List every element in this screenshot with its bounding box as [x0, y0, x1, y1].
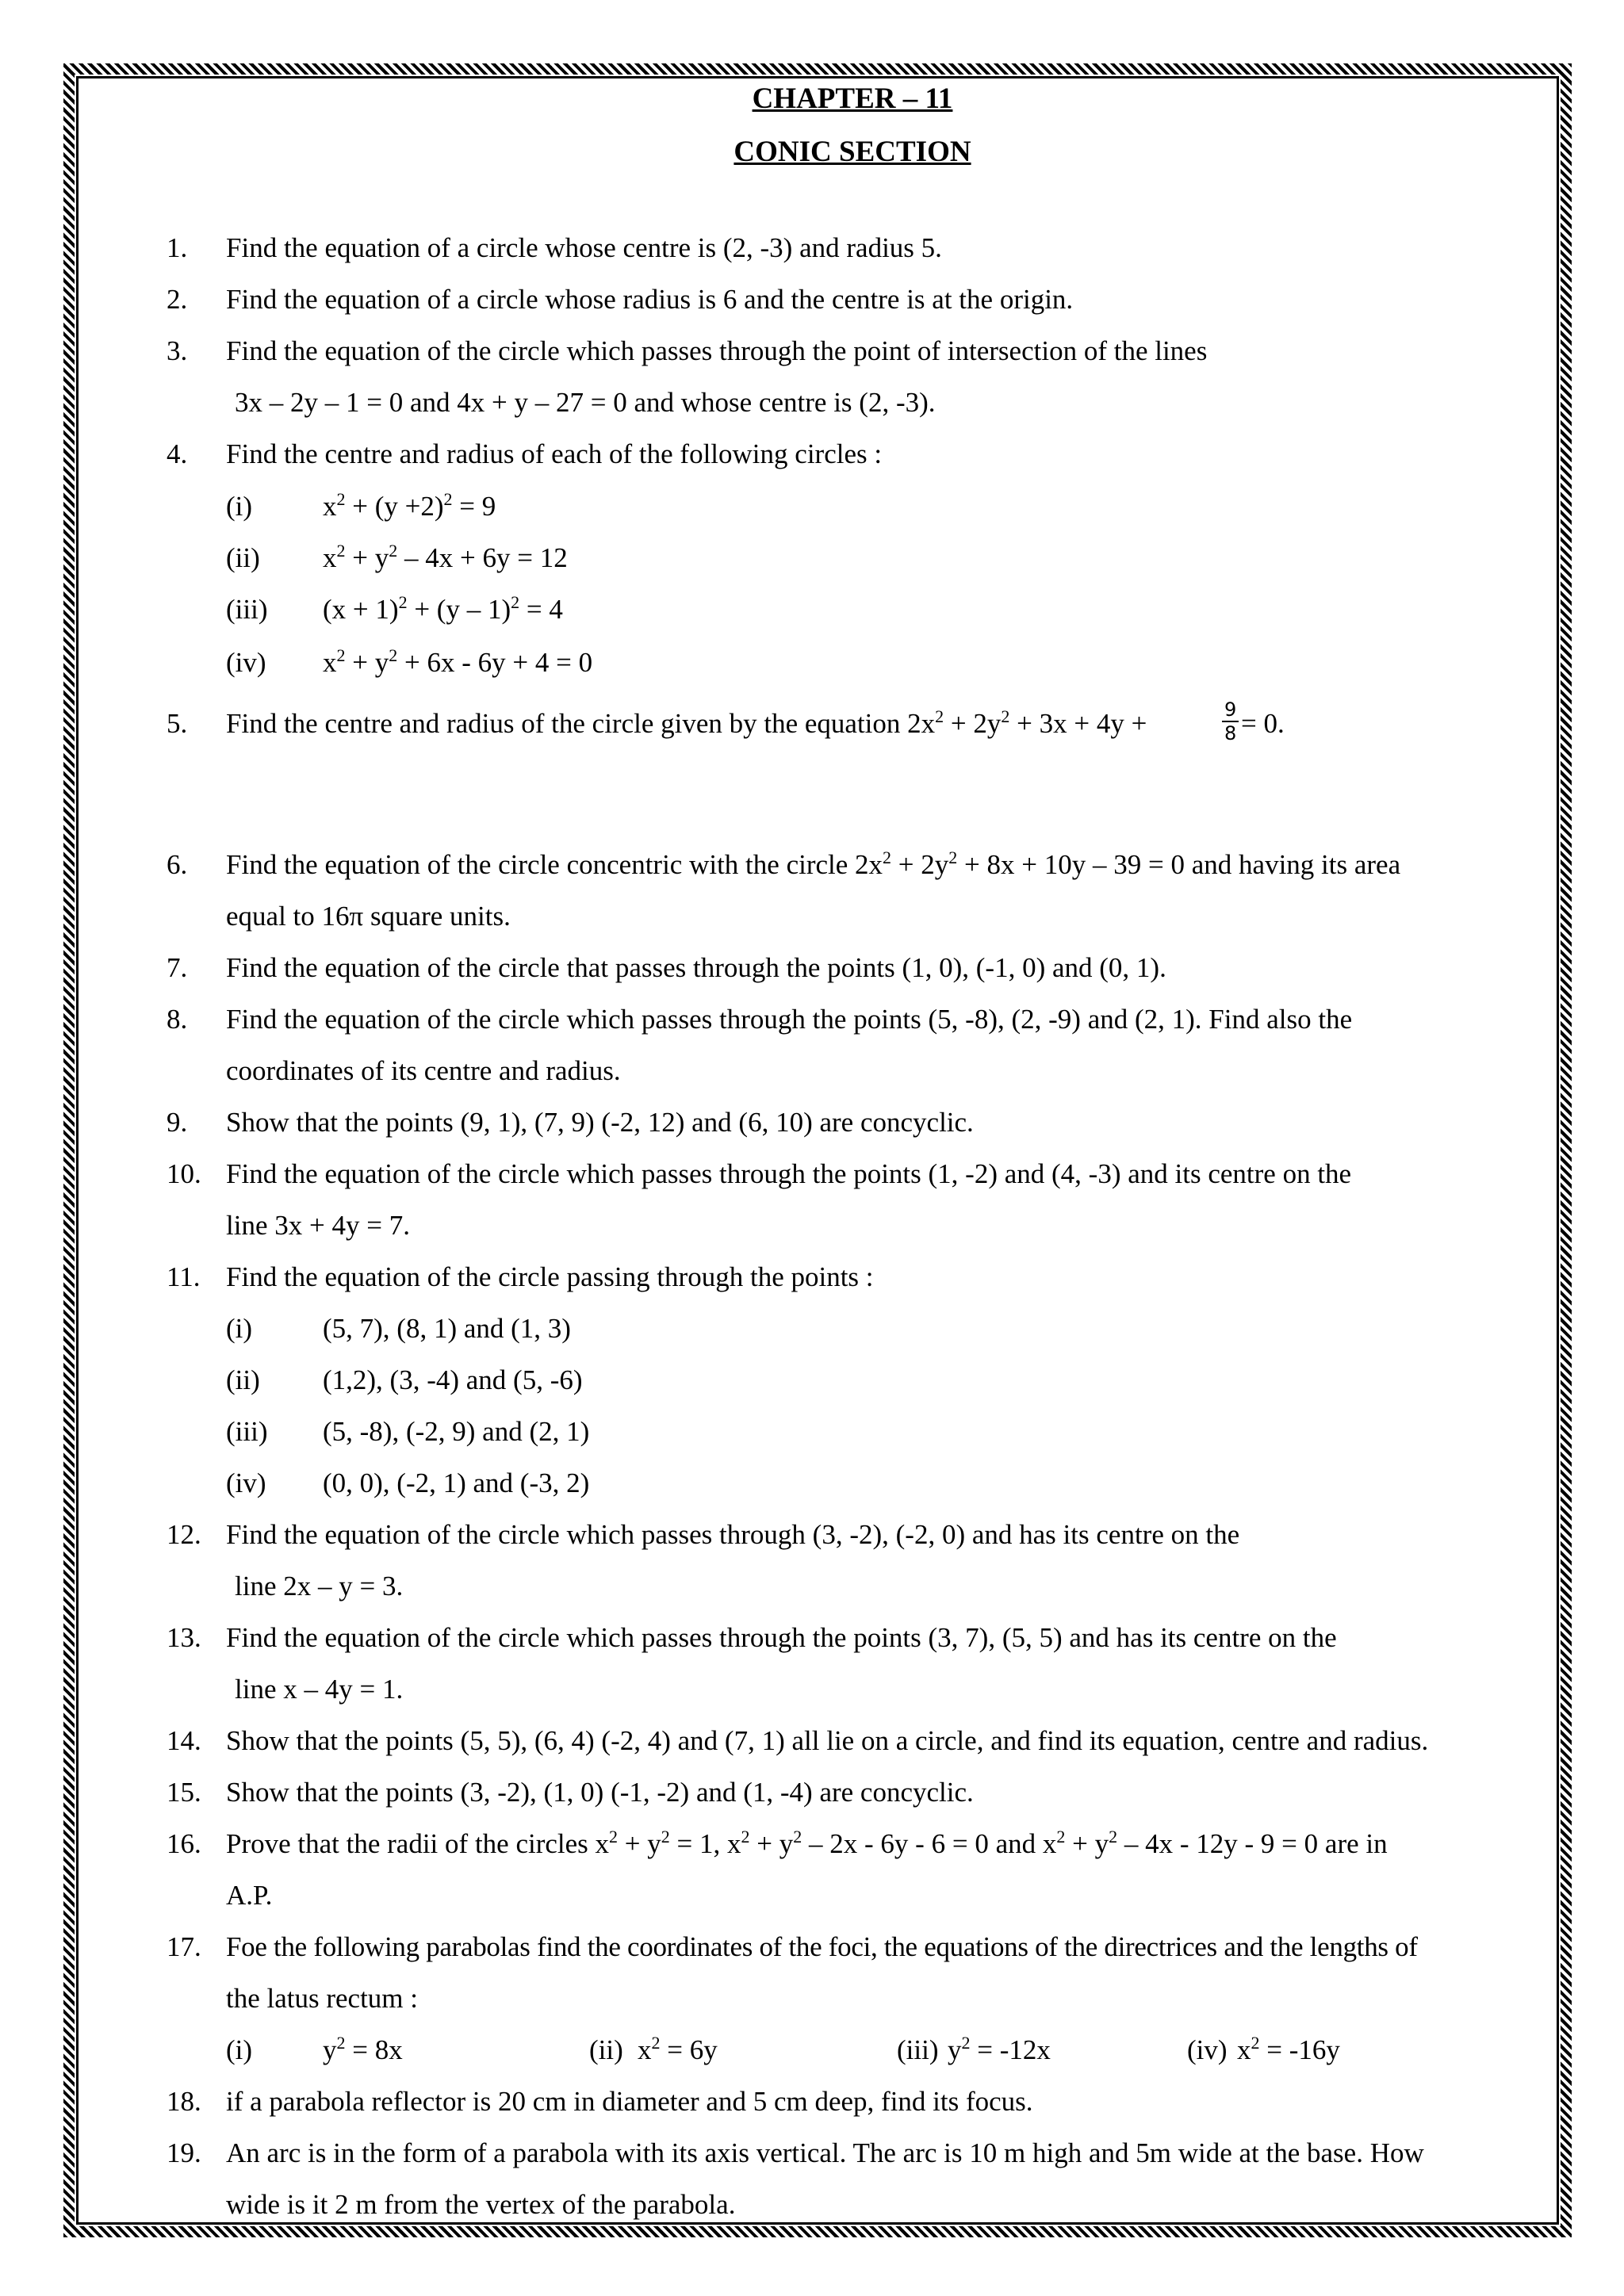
question-text: An arc is in the form of a parabola with its axis vertical. The arc is 10 m high and 5m wide at the base. How: [226, 2137, 1424, 2168]
question-text: A.P.: [226, 1880, 273, 1911]
question-number: 2.: [167, 284, 188, 315]
question-text: coordinates of its centre and radius.: [226, 1055, 621, 1086]
fraction: $\frac{9}{8}$: [1222, 700, 1239, 743]
question-text: Find the equation of the circle which passes through the point of intersection of the lines: [226, 335, 1208, 366]
question-number: 5.: [167, 708, 188, 739]
question-text: line 2x – y = 3.: [235, 1571, 404, 1601]
points: (0, 0), (-2, 1) and (-3, 2): [323, 1468, 590, 1498]
question-text: Find the equation of the circle which passes through (3, -2), (-2, 0) and has its centre on the: [226, 1519, 1240, 1550]
question-number: 17.: [167, 1931, 201, 1962]
question-text: if a parabola reflector is 20 cm in diameter and 5 cm deep, find its focus.: [226, 2086, 1033, 2117]
question-number: 16.: [167, 1828, 201, 1859]
question-text: Find the equation of the circle which passes through the points (1, -2) and (4, -3) and its centre on the: [226, 1158, 1352, 1189]
question-text: Show that the points (5, 5), (6, 4) (-2, 4) and (7, 1) all lie on a circle, and find its equation, centre and radius.: [226, 1725, 1429, 1756]
sub-label: (iv): [226, 1468, 266, 1498]
question-number: 9.: [167, 1107, 188, 1138]
question-number: 4.: [167, 438, 188, 469]
question-number: 10.: [167, 1158, 201, 1189]
equation-end: = 0.: [1241, 708, 1285, 739]
points: (5, -8), (-2, 9) and (2, 1): [323, 1416, 590, 1447]
sub-label: (ii): [226, 542, 260, 573]
question-text: Find the equation of a circle whose radius is 6 and the centre is at the origin.: [226, 284, 1074, 315]
chapter-heading: CHAPTER – 11: [752, 82, 953, 115]
equation: $y^2 = -12x$: [948, 2033, 1051, 2065]
question-text: line 3x + 4y = 7.: [226, 1210, 410, 1241]
equation: $x^2 + y^2 + 6x - 6y + 4 = 0$: [323, 645, 593, 678]
question-text: Foe the following parabolas find the coordinates of the foci, the equations of the directrices and the lengths of: [226, 1931, 1418, 1962]
question-number: 19.: [167, 2137, 201, 2168]
sub-label: (ii): [589, 2034, 623, 2065]
question-number: 8.: [167, 1004, 188, 1035]
equation: $x^2 = 6y$: [638, 2033, 718, 2065]
question-text: Show that the points (9, 1), (7, 9) (-2, 12) and (6, 10) are concyclic.: [226, 1107, 974, 1138]
points: (1,2), (3, -4) and (5, -6): [323, 1364, 583, 1395]
question-number: 11.: [167, 1261, 201, 1292]
question-text: Find the equation of a circle whose centre is (2, -3) and radius 5.: [226, 232, 942, 263]
question-number: 12.: [167, 1519, 201, 1550]
question-number: 7.: [167, 952, 188, 983]
question-text: Find the centre and radius of the circle given by the equation $2x^2 + 2y^2 + 3x + 4y$ +: [226, 706, 1147, 739]
equation: $y^2 = 8x$: [323, 2033, 403, 2065]
question-text: Find the equation of the circle that passes through the points (1, 0), (-1, 0) and (0, 1).: [226, 952, 1166, 983]
question-number: 14.: [167, 1725, 201, 1756]
question-text: wide is it 2 m from the vertex of the parabola.: [226, 2189, 736, 2220]
sub-label: (iv): [1187, 2034, 1228, 2065]
question-text: Show that the points (3, -2), (1, 0) (-1, -2) and (1, -4) are concyclic.: [226, 1777, 974, 1808]
question-number: 1.: [167, 232, 188, 263]
sub-label: (i): [226, 491, 253, 522]
question-5: [167, 700, 1538, 748]
chapter-title: CONIC SECTION: [733, 136, 971, 168]
sub-label: (i): [226, 2034, 253, 2065]
question-text: Find the equation of the circle concentric with the circle $2x^2 + 2y^2 + 8x + 10y - 39 = 0$ and having its area: [226, 848, 1401, 880]
question-text: Prove that the radii of the circles $x^2 + y^2 = 1$, $x^2 + y^2 - 2x - 6y - 6 = 0$ and $x^2 + y^2 - 4x - 12y - 9 = 0$ are in: [226, 1827, 1388, 1859]
question-number: 6.: [167, 849, 188, 880]
question-text: line x – 4y = 1.: [235, 1674, 404, 1705]
sub-label: (iii): [226, 1416, 268, 1447]
sub-label: (iii): [226, 594, 268, 625]
question-number: 13.: [167, 1622, 201, 1653]
question-text: the latus rectum :: [226, 1983, 419, 2014]
points: (5, 7), (8, 1) and (1, 3): [323, 1313, 571, 1344]
question-text: Find the centre and radius of each of the following circles :: [226, 438, 883, 469]
question-text: 3x – 2y – 1 = 0 and 4x + y – 27 = 0 and whose centre is (2, -3).: [235, 387, 936, 418]
sub-label: (i): [226, 1313, 253, 1344]
question-number: 18.: [167, 2086, 201, 2117]
question-text: equal to 16π square units.: [226, 901, 511, 932]
question-text: Find the equation of the circle which passes through the points (5, -8), (2, -9) and (2, 1). Find also the: [226, 1004, 1353, 1035]
question-number: 3.: [167, 335, 188, 366]
equation: $x^2 = -16y$: [1237, 2033, 1340, 2065]
question-text: Find the equation of the circle passing through the points :: [226, 1261, 874, 1292]
sub-label: (iii): [897, 2034, 939, 2065]
question-number: 15.: [167, 1777, 201, 1808]
equation: $(x + 1)^2 + (y - 1)^2 = 4$: [323, 592, 563, 625]
sub-label: (iv): [226, 647, 266, 678]
equation: $x^2 + (y +2)^2 = 9$: [323, 489, 496, 522]
question-text: Find the equation of the circle which passes through the points (3, 7), (5, 5) and has its centre on the: [226, 1622, 1337, 1653]
equation: $x^2 + y^2 - 4x + 6y = 12$: [323, 541, 568, 573]
sub-label: (ii): [226, 1364, 260, 1395]
